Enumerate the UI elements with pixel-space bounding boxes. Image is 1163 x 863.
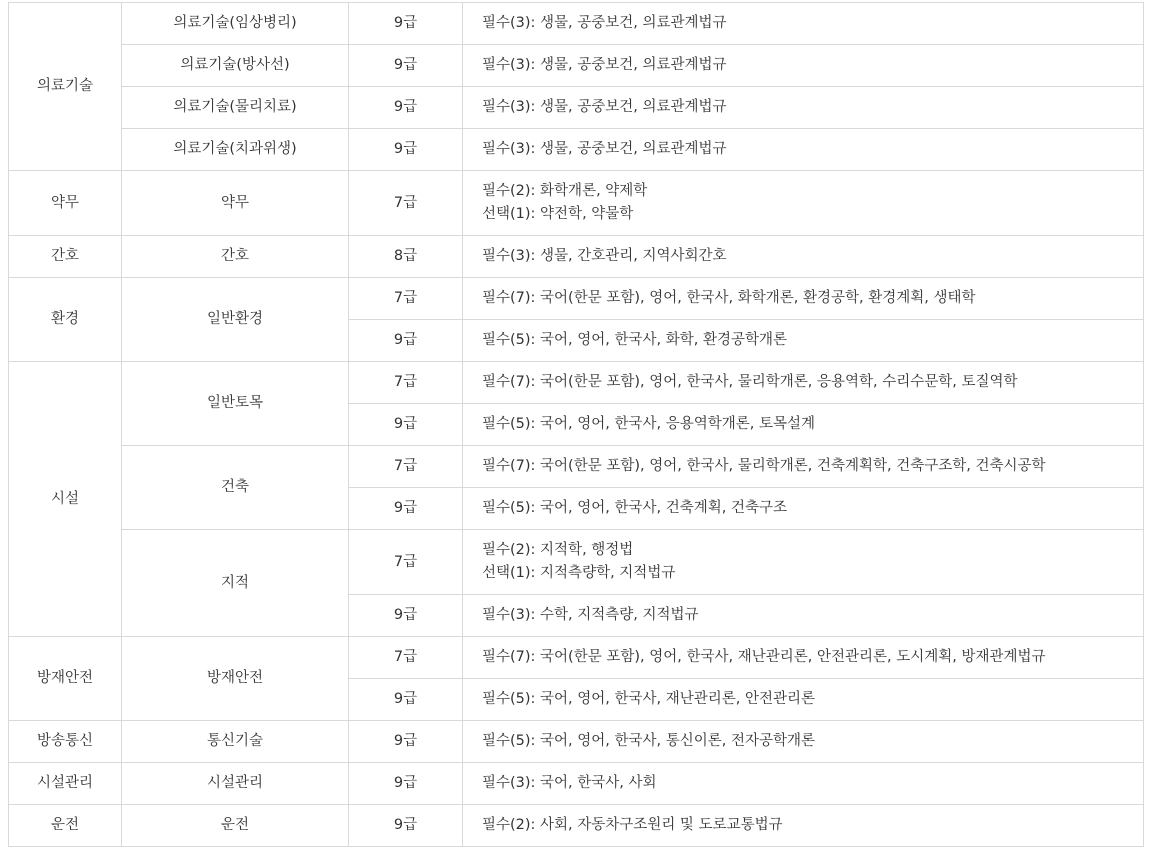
field-cell: 일반환경 xyxy=(122,278,349,362)
group-cell: 시설 xyxy=(9,362,122,637)
group-cell: 방재안전 xyxy=(9,637,122,721)
group-cell: 환경 xyxy=(9,278,122,362)
grade-cell: 7급 xyxy=(349,362,463,404)
subjects-cell xyxy=(463,45,1144,87)
subject-line: 선택(1): 지적측량학, 지적법규 xyxy=(482,565,676,581)
field-cell: 운전 xyxy=(122,805,349,847)
subjects-cell xyxy=(463,679,1144,721)
field-cell: 간호 xyxy=(122,236,349,278)
subject-line: 필수(7): 국어(한문 포함), 영어, 한국사, 물리학개론, 응용역학, 수리수문학, 토질역학 xyxy=(482,374,1018,390)
subjects-cell xyxy=(463,236,1144,278)
field-cell: 의료기술(방사선) xyxy=(122,45,349,87)
table-row xyxy=(9,87,1144,129)
table-row xyxy=(9,129,1144,171)
field-cell: 의료기술(치과위생) xyxy=(122,129,349,171)
grade-cell: 9급 xyxy=(349,320,463,362)
table-row xyxy=(9,721,1144,763)
grade-cell: 9급 xyxy=(349,3,463,45)
subject-line: 필수(7): 국어(한문 포함), 영어, 한국사, 재난관리론, 안전관리론, 도시계획, 방재관계법규 xyxy=(482,649,1046,665)
grade-cell: 8급 xyxy=(349,236,463,278)
table-row xyxy=(9,446,1144,488)
field-cell: 건축 xyxy=(122,446,349,530)
subjects-cell xyxy=(463,446,1144,488)
table-row xyxy=(9,763,1144,805)
grade-cell: 7급 xyxy=(349,278,463,320)
subjects-cell xyxy=(463,595,1144,637)
grade-cell: 9급 xyxy=(349,129,463,171)
group-cell: 방송통신 xyxy=(9,721,122,763)
field-cell: 의료기술(임상병리) xyxy=(122,3,349,45)
grade-cell: 7급 xyxy=(349,637,463,679)
subject-line: 필수(7): 국어(한문 포함), 영어, 한국사, 물리학개론, 건축계획학, 건축구조학, 건축시공학 xyxy=(482,458,1046,474)
table-row xyxy=(9,45,1144,87)
grade-cell: 7급 xyxy=(349,530,463,595)
subjects-cell xyxy=(463,129,1144,171)
field-cell: 통신기술 xyxy=(122,721,349,763)
table-row xyxy=(9,171,1144,236)
subjects-cell xyxy=(463,278,1144,320)
subject-line: 선택(1): 약전학, 약물학 xyxy=(482,206,634,222)
field-cell: 시설관리 xyxy=(122,763,349,805)
grade-cell: 9급 xyxy=(349,679,463,721)
field-cell: 지적 xyxy=(122,530,349,637)
subjects-cell xyxy=(463,171,1144,236)
subject-line: 필수(2): 사회, 자동차구조원리 및 도로교통법규 xyxy=(482,817,783,833)
subject-line: 필수(3): 생물, 공중보건, 의료관계법규 xyxy=(482,15,727,31)
subject-line: 필수(5): 국어, 영어, 한국사, 응용역학개론, 토목설계 xyxy=(482,416,816,432)
table-row xyxy=(9,3,1144,45)
subjects-cell xyxy=(463,404,1144,446)
subject-line: 필수(2): 지적학, 행정법 xyxy=(482,542,634,558)
grade-cell: 9급 xyxy=(349,87,463,129)
field-cell: 약무 xyxy=(122,171,349,236)
grade-cell: 9급 xyxy=(349,763,463,805)
subjects-cell xyxy=(463,763,1144,805)
subject-line: 필수(3): 국어, 한국사, 사회 xyxy=(482,775,657,791)
grade-cell: 9급 xyxy=(349,721,463,763)
field-cell: 일반토목 xyxy=(122,362,349,446)
group-cell: 간호 xyxy=(9,236,122,278)
grade-cell: 7급 xyxy=(349,446,463,488)
table-row xyxy=(9,637,1144,679)
group-cell: 약무 xyxy=(9,171,122,236)
grade-cell: 9급 xyxy=(349,45,463,87)
subject-line: 필수(7): 국어(한문 포함), 영어, 한국사, 화학개론, 환경공학, 환경계획, 생태학 xyxy=(482,290,976,306)
subject-line: 필수(5): 국어, 영어, 한국사, 화학, 환경공학개론 xyxy=(482,332,788,348)
table-row xyxy=(9,362,1144,404)
group-cell: 시설관리 xyxy=(9,763,122,805)
subjects-cell xyxy=(463,87,1144,129)
grade-cell: 9급 xyxy=(349,404,463,446)
exam-subjects-table xyxy=(8,2,1144,847)
subjects-cell xyxy=(463,530,1144,595)
table-row xyxy=(9,236,1144,278)
subjects-cell xyxy=(463,3,1144,45)
table-row xyxy=(9,530,1144,595)
table-row xyxy=(9,278,1144,320)
field-cell: 의료기술(물리치료) xyxy=(122,87,349,129)
subjects-cell xyxy=(463,721,1144,763)
subject-line: 필수(3): 생물, 공중보건, 의료관계법규 xyxy=(482,99,727,115)
grade-cell: 9급 xyxy=(349,488,463,530)
grade-cell: 9급 xyxy=(349,595,463,637)
subjects-cell xyxy=(463,362,1144,404)
subject-line: 필수(3): 수학, 지적측량, 지적법규 xyxy=(482,607,699,623)
grade-cell: 9급 xyxy=(349,805,463,847)
subjects-cell xyxy=(463,488,1144,530)
subject-line: 필수(5): 국어, 영어, 한국사, 통신이론, 전자공학개론 xyxy=(482,733,816,749)
subjects-cell xyxy=(463,320,1144,362)
grade-cell: 7급 xyxy=(349,171,463,236)
field-cell: 방재안전 xyxy=(122,637,349,721)
subject-line: 필수(3): 생물, 간호관리, 지역사회간호 xyxy=(482,248,727,264)
subject-line: 필수(5): 국어, 영어, 한국사, 건축계획, 건축구조 xyxy=(482,500,788,516)
subject-line: 필수(3): 생물, 공중보건, 의료관계법규 xyxy=(482,57,727,73)
subject-line: 필수(3): 생물, 공중보건, 의료관계법규 xyxy=(482,141,727,157)
subjects-cell xyxy=(463,805,1144,847)
subject-line: 필수(5): 국어, 영어, 한국사, 재난관리론, 안전관리론 xyxy=(482,691,816,707)
subjects-cell xyxy=(463,637,1144,679)
subject-line: 필수(2): 화학개론, 약제학 xyxy=(482,183,648,199)
table-row xyxy=(9,805,1144,847)
group-cell: 의료기술 xyxy=(9,3,122,171)
group-cell: 운전 xyxy=(9,805,122,847)
